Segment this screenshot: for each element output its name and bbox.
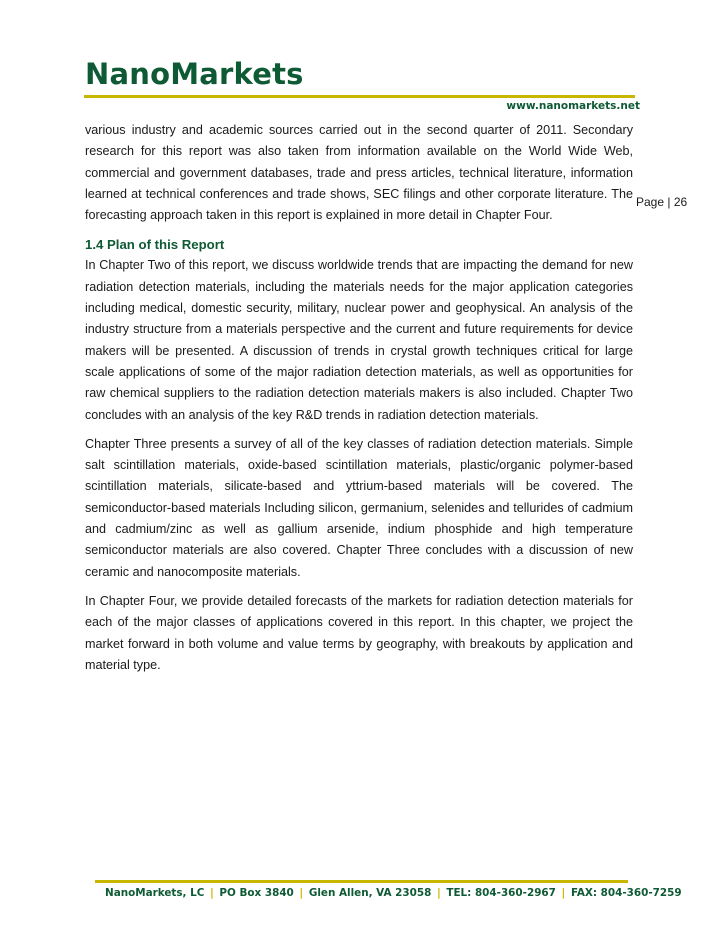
footer-address: PO Box 3840 [219, 887, 294, 899]
document-body [85, 120, 633, 684]
footer-separator: | [436, 887, 441, 899]
footer-divider [95, 880, 628, 883]
footer-phone: TEL: 804-360-2967 [446, 887, 556, 899]
page-number-value: 26 [673, 195, 688, 209]
intro-paragraph: various industry and academic sources carried out in the second quarter of 2011. Secondary research for this report was also taken from information available on the World Wide Web, commercial and government databases, trade and press articles, technical literature, information learned at technical conferences and trade shows, SEC filings and other corporate literature. The forecasting approach taken in this report is explained in more detail in Chapter Four. [85, 123, 633, 223]
footer-company: NanoMarkets, LC [105, 887, 205, 899]
chapter-two-paragraph: In Chapter Two of this report, we discuss worldwide trends that are impacting the demand for new radiation detection materials, including the materials needs for the major application categories including medical, domestic security, military, nuclear power and geophysical. An analysis of the industry structure from a materials perspective and the current and future requirements for device makers will be presented. A discussion of trends in crystal growth techniques critical for large scale applications of some of the major radiation detection materials, as well as opportunities for raw chemical suppliers to the radiation detection materials makers is also included. Chapter Two concludes with an analysis of the key R&D trends in radiation detection materials. [85, 258, 633, 422]
chapter-three-paragraph: Chapter Three presents a survey of all of the key classes of radiation detection materials. Simple salt scintillation materials, oxide-based scintillation materials, plastic/organic polymer-based scintillation materials, silicate-based and yttrium-based materials will be covered. The semiconductor-based materials Including silicon, germanium, selenides and tellurides of cadmium and cadmium/zinc as well as gallium arsenide, indium phosphide and high temperature semiconductor materials are also covered. Chapter Three concludes with a discussion of new ceramic and nanocomposite materials. [85, 436, 633, 579]
footer-fax: FAX: 804-360-7259 [570, 887, 682, 899]
footer-separator: | [210, 887, 214, 899]
footer-city: Glen Allen, VA 23058 [308, 887, 432, 899]
website-url: www.nanomarkets.net [506, 100, 640, 112]
page-number-separator: | [667, 195, 671, 209]
chapter-four-paragraph: In Chapter Four, we provide detailed forecasts of the markets for radiation detection materials for each of the major classes of applications covered in this report. In this chapter, we project the market forward in both volume and value terms by geography, with breakouts by application and material type. [85, 593, 633, 672]
page-number-label: Page [636, 195, 665, 209]
section-heading: 1.4 Plan of this Report [85, 237, 225, 253]
footer-contact [105, 887, 682, 899]
header-divider [84, 95, 635, 98]
page-number [636, 195, 687, 209]
footer-separator: | [299, 887, 304, 899]
brand-logo-text: NanoMarkets [85, 57, 304, 91]
footer-separator: | [561, 887, 566, 899]
